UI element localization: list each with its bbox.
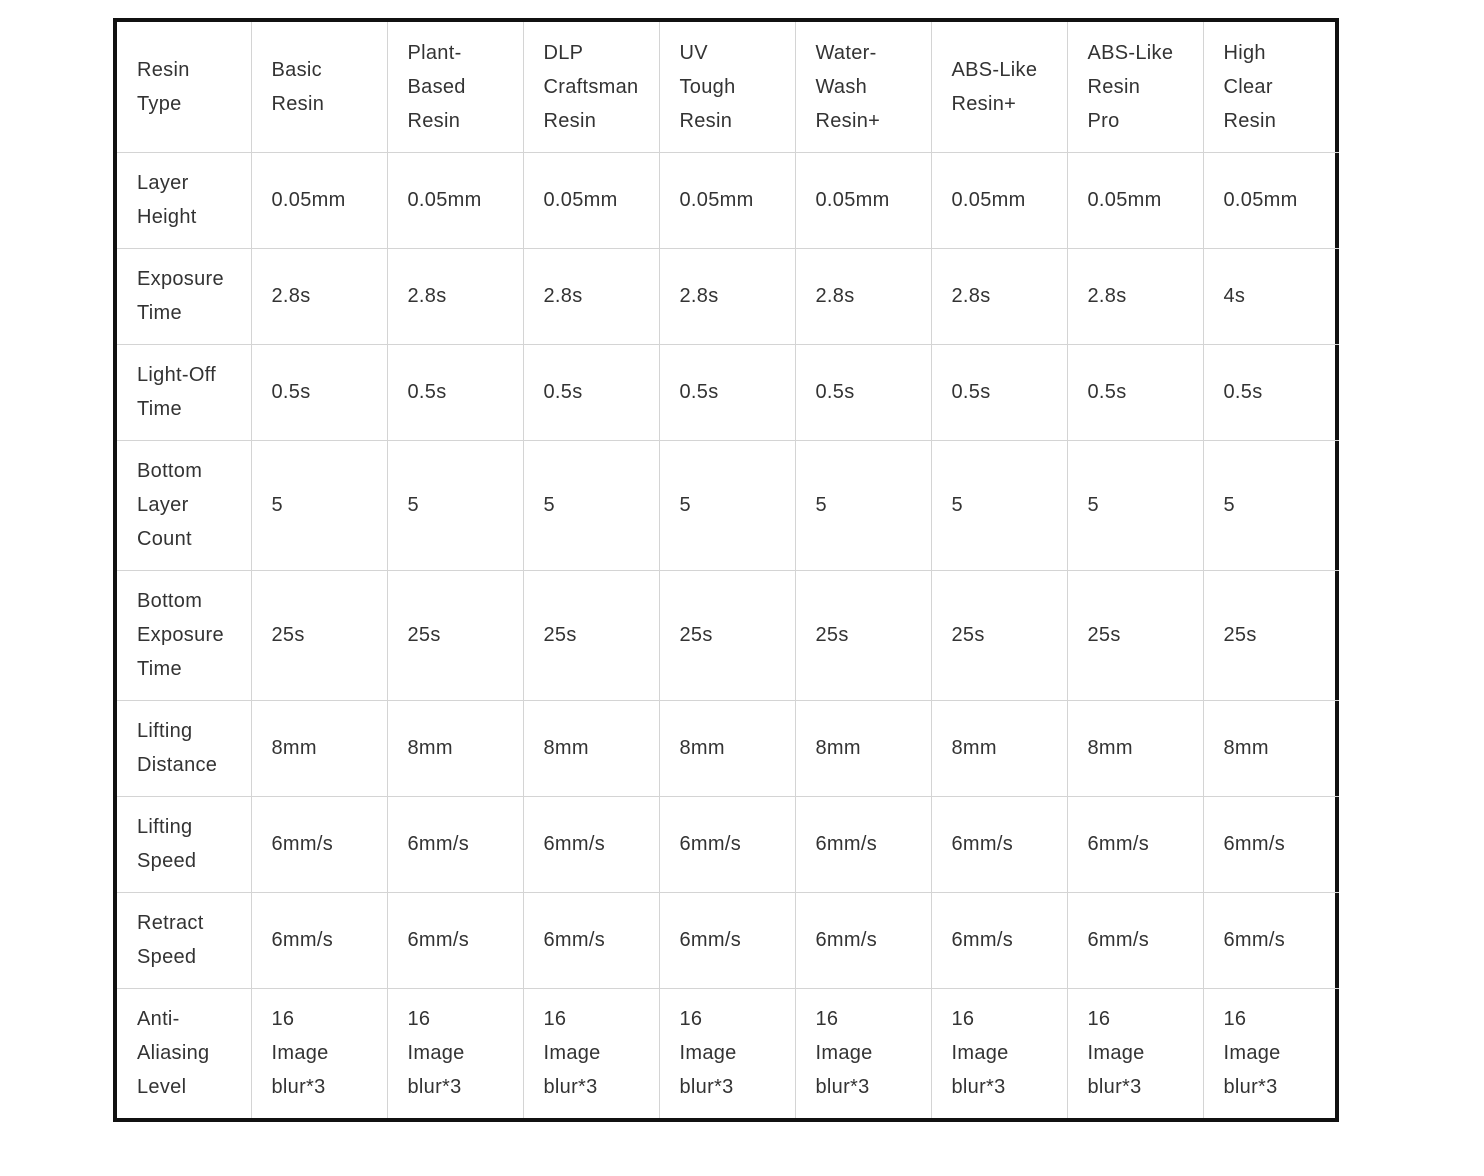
value-cell (251, 892, 387, 988)
cell-value-text: 25s (951, 624, 985, 646)
row-label-text: Exposure (137, 624, 224, 646)
value-cell (523, 344, 659, 440)
resin-name-cell (931, 22, 1067, 152)
cell-value-text: 8mm (1223, 737, 1269, 759)
settings-table (117, 22, 1339, 1118)
row-label-text: Light-Off (137, 364, 217, 386)
row-label-text: Layer (137, 172, 189, 194)
value-cell (251, 796, 387, 892)
row-label-text: Count (137, 528, 192, 550)
cell-value-text: 0.5s (679, 381, 719, 403)
value-cell (659, 892, 795, 988)
value-cell (387, 570, 523, 700)
cell-value-text: 6mm/s (1087, 833, 1149, 855)
cell-value-text: blur*3 (1223, 1076, 1278, 1099)
cell-value-text: 8mm (407, 737, 453, 759)
value-cell (387, 152, 523, 248)
value-cell (1203, 344, 1339, 440)
cell-value-text: 6mm/s (543, 833, 605, 855)
value-cell (931, 248, 1067, 344)
resin-name-cell (387, 22, 523, 152)
value-cell (931, 892, 1067, 988)
cell-value-text: Image (1223, 1042, 1281, 1065)
row-label-text: Bottom (137, 590, 203, 612)
table-body (117, 22, 1339, 1118)
value-cell (931, 796, 1067, 892)
cell-value-text: 16 (543, 1008, 567, 1031)
row-label-text: Lifting (137, 720, 193, 742)
cell-value-text: 16 (271, 1008, 295, 1031)
cell-value-text: blur*3 (407, 1076, 462, 1099)
cell-value-text: 0.5s (407, 381, 447, 403)
value-cell (795, 344, 931, 440)
row-label-cell (117, 440, 251, 570)
table-header-row (117, 22, 1339, 152)
row-label-text: Type (137, 92, 182, 115)
cell-value-text: 5 (407, 494, 419, 516)
cell-value-text: 6mm/s (951, 833, 1013, 855)
resin-name-cell (659, 22, 795, 152)
value-cell (1203, 988, 1339, 1118)
cell-value-text: 8mm (679, 737, 725, 759)
cell-value-text: 2.8s (815, 285, 855, 307)
resin-name-text: Basic (271, 58, 322, 81)
row-label-cell (117, 248, 251, 344)
value-cell (387, 344, 523, 440)
table-row (117, 570, 1339, 700)
resin-name-text: Pro (1087, 109, 1120, 132)
cell-value-text: 8mm (543, 737, 589, 759)
cell-value-text: 16 (679, 1008, 703, 1031)
value-cell (1203, 892, 1339, 988)
row-label-text: Layer (137, 494, 189, 516)
cell-value-text: 6mm/s (407, 929, 469, 951)
cell-value-text: 0.05mm (407, 189, 482, 211)
resin-name-text: Resin+ (815, 109, 881, 132)
value-cell (523, 796, 659, 892)
resin-name-text: Craftsman (543, 75, 639, 98)
value-cell (659, 796, 795, 892)
cell-value-text: 4s (1223, 285, 1246, 307)
row-label-cell (117, 988, 251, 1118)
value-cell (931, 700, 1067, 796)
cell-value-text: 16 (951, 1008, 975, 1031)
value-cell (523, 700, 659, 796)
resin-name-text: Resin (1223, 109, 1277, 132)
cell-value-text: 25s (1223, 624, 1257, 646)
value-cell (1067, 570, 1203, 700)
row-label-text: Anti- (137, 1008, 180, 1031)
cell-value-text: blur*3 (271, 1076, 326, 1099)
value-cell (795, 700, 931, 796)
value-cell (659, 988, 795, 1118)
cell-value-text: 6mm/s (407, 833, 469, 855)
cell-value-text: 25s (815, 624, 849, 646)
value-cell (1203, 152, 1339, 248)
resin-name-text: DLP (543, 41, 584, 64)
value-cell (523, 152, 659, 248)
cell-value-text: 0.05mm (271, 189, 346, 211)
value-cell (931, 570, 1067, 700)
resin-name-text: Resin (271, 92, 325, 115)
value-cell (1203, 440, 1339, 570)
value-cell (523, 892, 659, 988)
cell-value-text: 0.5s (815, 381, 855, 403)
cell-value-text: 0.5s (543, 381, 583, 403)
value-cell (795, 570, 931, 700)
value-cell (1203, 700, 1339, 796)
value-cell (251, 152, 387, 248)
cell-value-text: 0.5s (1087, 381, 1127, 403)
cell-value-text: 2.8s (543, 285, 583, 307)
value-cell (1067, 988, 1203, 1118)
cell-value-text: 25s (543, 624, 577, 646)
cell-value-text: blur*3 (679, 1076, 734, 1099)
value-cell (387, 440, 523, 570)
row-label-text: Resin (137, 58, 190, 81)
value-cell (1067, 248, 1203, 344)
cell-value-text: 8mm (1087, 737, 1133, 759)
value-cell (795, 440, 931, 570)
table-row (117, 988, 1339, 1118)
row-label-text: Bottom (137, 460, 203, 482)
cell-value-text: 2.8s (951, 285, 991, 307)
value-cell (659, 570, 795, 700)
cell-value-text: 8mm (951, 737, 997, 759)
value-cell (387, 796, 523, 892)
cell-value-text: 2.8s (407, 285, 447, 307)
cell-value-text: 6mm/s (543, 929, 605, 951)
value-cell (1067, 152, 1203, 248)
value-cell (931, 344, 1067, 440)
cell-value-text: 0.05mm (679, 189, 754, 211)
value-cell (931, 440, 1067, 570)
cell-value-text: 0.5s (951, 381, 991, 403)
value-cell (251, 988, 387, 1118)
cell-value-text: blur*3 (543, 1076, 598, 1099)
row-label-text: Exposure (137, 268, 224, 290)
cell-value-text: 25s (1087, 624, 1121, 646)
resin-name-cell (795, 22, 931, 152)
table-row (117, 700, 1339, 796)
cell-value-text: 6mm/s (271, 833, 333, 855)
cell-value-text: 16 (815, 1008, 839, 1031)
cell-value-text: 0.05mm (543, 189, 618, 211)
resin-name-text: Tough (679, 75, 736, 98)
resin-name-text: High (1223, 41, 1266, 64)
cell-value-text: 6mm/s (679, 929, 741, 951)
cell-value-text: blur*3 (951, 1076, 1006, 1099)
value-cell (659, 344, 795, 440)
cell-value-text: 25s (407, 624, 441, 646)
cell-value-text: 25s (271, 624, 305, 646)
cell-value-text: Image (271, 1042, 329, 1065)
row-label-text: Aliasing (137, 1042, 210, 1065)
cell-value-text: 2.8s (1087, 285, 1127, 307)
resin-name-text: ABS-Like (1087, 41, 1174, 64)
value-cell (795, 892, 931, 988)
cell-value-text: 6mm/s (815, 929, 877, 951)
cell-value-text: 2.8s (679, 285, 719, 307)
row-label-cell (117, 796, 251, 892)
row-label-text: Time (137, 398, 182, 420)
value-cell (387, 248, 523, 344)
value-cell (659, 152, 795, 248)
value-cell (251, 344, 387, 440)
cell-value-text: 0.5s (271, 381, 311, 403)
value-cell (1203, 796, 1339, 892)
cell-value-text: 8mm (815, 737, 861, 759)
cell-value-text: 5 (543, 494, 555, 516)
value-cell (795, 988, 931, 1118)
resin-name-cell (1203, 22, 1339, 152)
value-cell (1203, 570, 1339, 700)
cell-value-text: blur*3 (1087, 1076, 1142, 1099)
cell-value-text: Image (951, 1042, 1009, 1065)
cell-value-text: 6mm/s (815, 833, 877, 855)
cell-value-text: 16 (407, 1008, 431, 1031)
value-cell (251, 700, 387, 796)
cell-value-text: 6mm/s (1087, 929, 1149, 951)
cell-value-text: 8mm (271, 737, 317, 759)
value-cell (251, 570, 387, 700)
row-label-cell (117, 570, 251, 700)
row-label-text: Level (137, 1076, 187, 1099)
row-label-cell (117, 700, 251, 796)
resin-name-text: Based (407, 75, 466, 98)
value-cell (523, 988, 659, 1118)
row-label-cell (117, 344, 251, 440)
resin-settings-table (113, 18, 1339, 1122)
cell-value-text: blur*3 (815, 1076, 870, 1099)
table-row (117, 892, 1339, 988)
value-cell (931, 988, 1067, 1118)
value-cell (931, 152, 1067, 248)
value-cell (251, 248, 387, 344)
cell-value-text: 25s (679, 624, 713, 646)
row-label-text: Time (137, 658, 182, 680)
value-cell (659, 248, 795, 344)
row-label-cell (117, 152, 251, 248)
resin-name-text: Resin (407, 109, 461, 132)
value-cell (659, 440, 795, 570)
cell-value-text: Image (543, 1042, 601, 1065)
table-row (117, 248, 1339, 344)
resin-name-text: ABS-Like (951, 58, 1038, 81)
resin-name-cell (251, 22, 387, 152)
cell-value-text: 5 (679, 494, 691, 516)
cell-value-text: 5 (951, 494, 963, 516)
resin-name-text: Resin (1087, 75, 1141, 98)
value-cell (523, 440, 659, 570)
value-cell (1067, 796, 1203, 892)
resin-name-text: Resin+ (951, 92, 1017, 115)
resin-name-cell (1067, 22, 1203, 152)
value-cell (795, 796, 931, 892)
value-cell (523, 248, 659, 344)
row-label-text: Speed (137, 946, 197, 968)
resin-name-text: Clear (1223, 75, 1273, 98)
cell-value-text: Image (815, 1042, 873, 1065)
value-cell (1067, 440, 1203, 570)
table-row (117, 440, 1339, 570)
cell-value-text: 0.05mm (951, 189, 1026, 211)
cell-value-text: Image (407, 1042, 465, 1065)
value-cell (387, 988, 523, 1118)
cell-value-text: 0.5s (1223, 381, 1263, 403)
cell-value-text: 6mm/s (679, 833, 741, 855)
cell-value-text: 5 (1087, 494, 1099, 516)
cell-value-text: 2.8s (271, 285, 311, 307)
resin-name-text: Resin (679, 109, 733, 132)
row-label-text: Speed (137, 850, 197, 872)
resin-name-text: Resin (543, 109, 597, 132)
row-label-text: Time (137, 302, 182, 324)
cell-value-text: 6mm/s (1223, 833, 1285, 855)
cell-value-text: 5 (815, 494, 827, 516)
value-cell (1203, 248, 1339, 344)
value-cell (1067, 700, 1203, 796)
cell-value-text: 0.05mm (1087, 189, 1162, 211)
resin-name-text: Water- (815, 41, 877, 64)
row-label-cell (117, 22, 251, 152)
table-row (117, 344, 1339, 440)
cell-value-text: Image (1087, 1042, 1145, 1065)
table-row (117, 796, 1339, 892)
cell-value-text: 6mm/s (271, 929, 333, 951)
value-cell (1067, 344, 1203, 440)
resin-name-cell (523, 22, 659, 152)
value-cell (387, 700, 523, 796)
resin-name-text: Wash (815, 75, 868, 98)
row-label-text: Lifting (137, 816, 193, 838)
value-cell (387, 892, 523, 988)
row-label-text: Height (137, 206, 197, 228)
cell-value-text: 5 (1223, 494, 1235, 516)
cell-value-text: Image (679, 1042, 737, 1065)
value-cell (251, 440, 387, 570)
cell-value-text: 0.05mm (815, 189, 890, 211)
value-cell (659, 700, 795, 796)
cell-value-text: 6mm/s (951, 929, 1013, 951)
cell-value-text: 0.05mm (1223, 189, 1298, 211)
row-label-text: Retract (137, 912, 204, 934)
value-cell (1067, 892, 1203, 988)
value-cell (795, 248, 931, 344)
resin-name-text: Plant- (407, 41, 462, 64)
value-cell (795, 152, 931, 248)
row-label-text: Distance (137, 754, 218, 776)
cell-value-text: 5 (271, 494, 283, 516)
value-cell (523, 570, 659, 700)
table-row (117, 152, 1339, 248)
cell-value-text: 6mm/s (1223, 929, 1285, 951)
cell-value-text: 16 (1087, 1008, 1111, 1031)
resin-name-text: UV (679, 41, 708, 64)
cell-value-text: 16 (1223, 1008, 1247, 1031)
row-label-cell (117, 892, 251, 988)
